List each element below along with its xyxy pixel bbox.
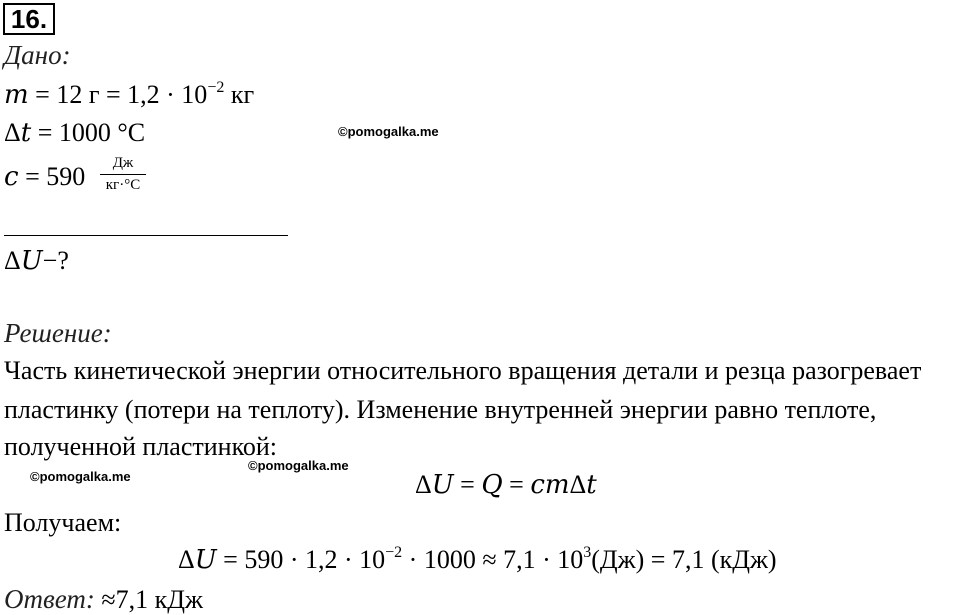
solution-text-line-2: пластинку (потери на теплоту). Изменение внутренней энергии равно теплоте, bbox=[4, 395, 877, 424]
given-mass: m = 12 $г = 1,2 \cdot 10^{-2}$ кг bbox=[4, 79, 255, 110]
formula-internal-energy: ΔU = Q = cmΔt bbox=[415, 470, 597, 500]
watermark: ©pomogalka.me bbox=[338, 124, 439, 139]
specific-heat-unit-fraction bbox=[100, 155, 146, 194]
calculation: $\Delta U = 590 \cdot 1,2 \cdot 10^{-2} \cdot 1000 \approx 7,1 \cdot 10^3(Дж) = 7,1$ (кДж) bbox=[178, 544, 777, 575]
find-quantity: ΔU−? bbox=[4, 246, 69, 276]
given-divider bbox=[4, 235, 288, 236]
problem-number: 16. bbox=[3, 3, 55, 35]
fraction-bar bbox=[100, 174, 146, 175]
obtain-label: Получаем: bbox=[4, 508, 122, 537]
watermark: ©pomogalka.me bbox=[248, 458, 349, 473]
solution-text-line-1: Часть кинетической энергии относительного вращения детали и резца разогревает bbox=[4, 356, 922, 385]
fraction-numerator: Дж bbox=[112, 155, 134, 171]
answer-label: Ответ: bbox=[4, 584, 95, 614]
answer-value: ≈7,1 кДж bbox=[94, 585, 203, 614]
solution-text-line-3: полученной пластинкой: bbox=[4, 432, 278, 461]
given-temperature-change: Δt = 1000 °C bbox=[4, 118, 146, 148]
given-specific-heat: c = 590 bbox=[4, 162, 86, 192]
fraction-denominator: кг·°C bbox=[105, 177, 141, 193]
solution-label: Решение: bbox=[4, 318, 112, 348]
watermark: ©pomogalka.me bbox=[30, 469, 131, 484]
given-label: Дано: bbox=[4, 40, 71, 70]
answer bbox=[4, 584, 203, 615]
